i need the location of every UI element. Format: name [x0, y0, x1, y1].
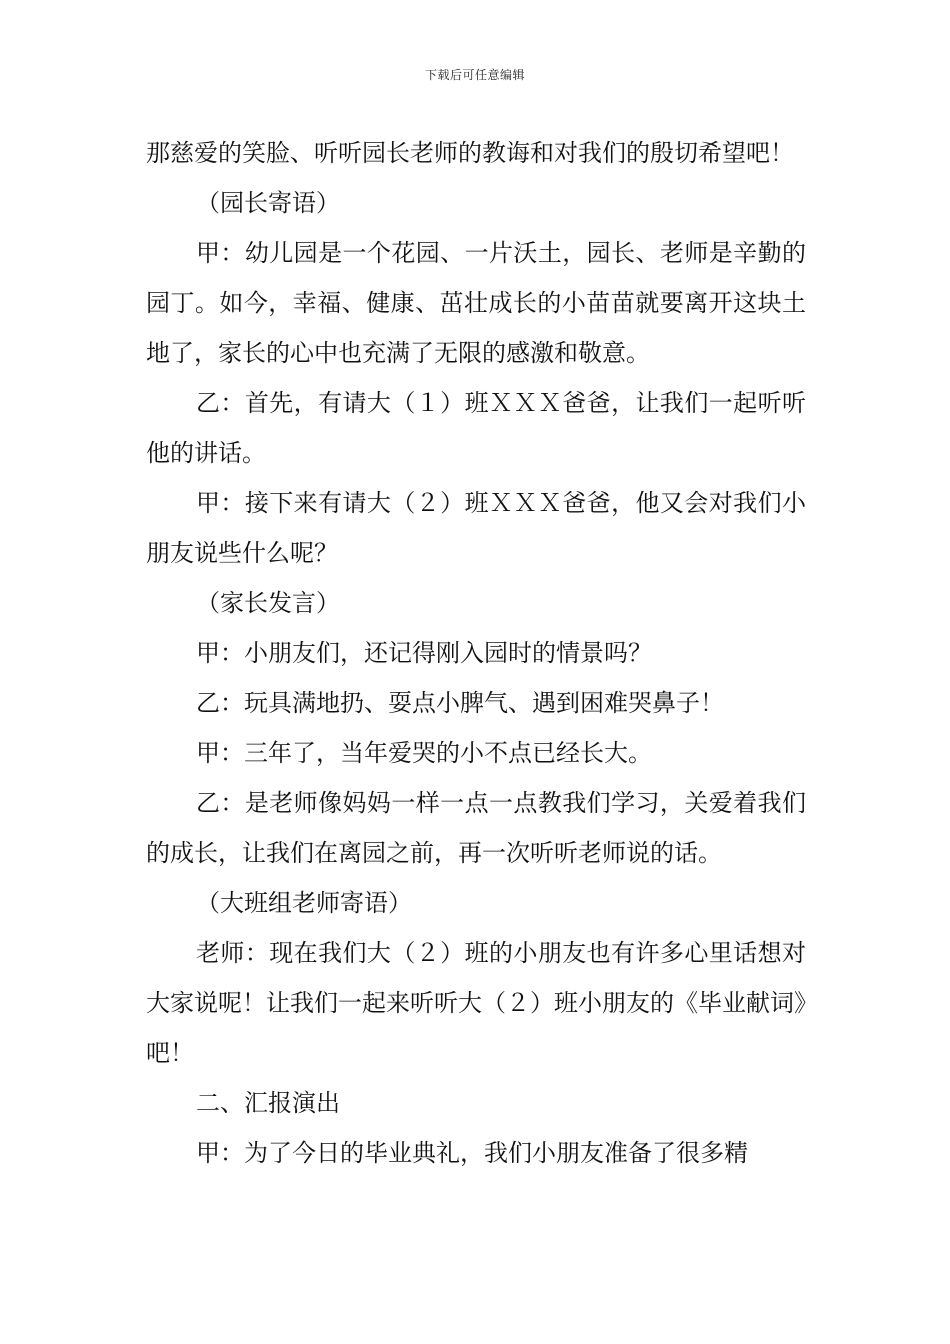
- paragraph-principal-message-heading: （园长寄语）: [196, 189, 340, 217]
- paragraph-yi-toys: 乙：玩具满地扔、耍点小脾气、遇到困难哭鼻子！: [196, 689, 724, 717]
- page-header-note: 下载后可任意编辑: [424, 68, 525, 82]
- document-body: [146, 128, 806, 1178]
- paragraph-teacher-graduation-speech: 老师：现在我们大（２）班的小朋友也有许多心里话想对大家说呢！让我们一起来听听大（２）班小朋友的《毕业献词》吧！: [146, 939, 806, 1067]
- paragraph-yi-teacher-like-mother: 乙：是老师像妈妈一样一点一点教我们学习，关爱着我们的成长，让我们在离园之前，再一次听听老师说的话。: [146, 789, 806, 867]
- paragraph-jia-garden: 甲：幼儿园是一个花园、一片沃土，园长、老师是辛勤的园丁。如今，幸福、健康、茁壮成长的小苗苗就要离开这块土地了，家长的心中也充满了无限的感激和敬意。: [146, 239, 806, 367]
- paragraph-parent-speech-heading: （家长发言）: [196, 589, 340, 617]
- paragraph-continuation: 那慈爱的笑脸、听听园长老师的教诲和对我们的殷切希望吧！: [146, 139, 794, 167]
- paragraph-jia-three-years: 甲：三年了，当年爱哭的小不点已经长大。: [196, 739, 652, 767]
- paragraph-teacher-message-heading: （大班组老师寄语）: [196, 889, 412, 917]
- paragraph-jia-remember: 甲：小朋友们，还记得刚入园时的情景吗？: [196, 639, 652, 667]
- section-heading-performance: 二、汇报演出: [196, 1089, 340, 1117]
- paragraph-jia-graduation-ceremony: 甲：为了今日的毕业典礼，我们小朋友准备了很多精: [196, 1139, 748, 1167]
- paragraph-yi-class-1-father: 乙：首先，有请大（１）班ＸＸＸ爸爸，让我们一起听听他的讲话。: [146, 389, 806, 467]
- paragraph-jia-class-2-father: 甲：接下来有请大（２）班ＸＸＸ爸爸，他又会对我们小朋友说些什么呢？: [146, 489, 806, 567]
